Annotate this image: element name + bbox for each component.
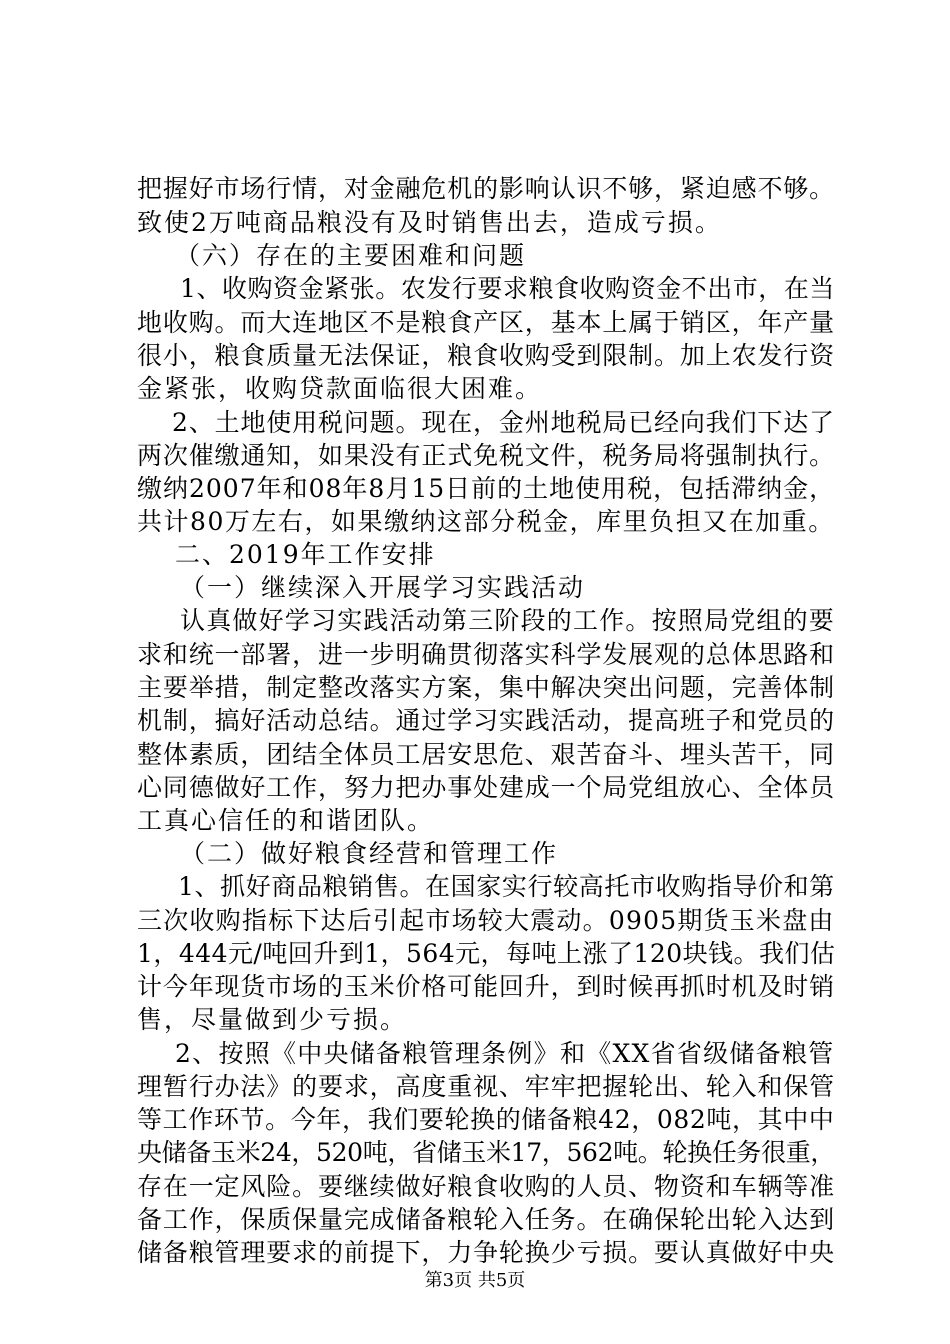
text-line: 存在一定风险。要继续做好粮食收购的人员、物资和车辆等准: [137, 1172, 836, 1201]
text-line: 地收购。而大连地区不是粮食产区，基本上属于销区，年产量: [137, 308, 836, 337]
text-line: 求和统一部署，进一步明确贯彻落实科学发展观的总体思路和: [137, 640, 836, 669]
text-line: 很小，粮食质量无法保证，粮食收购受到限制。加上农发行资: [137, 341, 836, 370]
text-line: 缴纳2007年和08年8月15日前的土地使用税，包括滞纳金，: [137, 474, 836, 503]
text-line: 机制，搞好活动总结。通过学习实践活动，提高班子和党员的: [137, 706, 836, 735]
text-line: 致使2万吨商品粮没有及时销售出去，造成亏损。: [137, 208, 722, 237]
text-line: 整体素质，团结全体员工居安思危、艰苦奋斗、埋头苦干，同: [137, 740, 836, 769]
text-line: 共计80万左右，如果缴纳这部分税金，库里负担又在加重。: [137, 507, 835, 536]
text-line: 储备粮管理要求的前提下，力争轮换少亏损。要认真做好中央: [137, 1238, 836, 1267]
text-line: 主要举措，制定整改落实方案，集中解决突出问题，完善体制: [137, 673, 836, 702]
text-line: 计今年现货市场的玉米价格可能回升，到时候再抓时机及时销: [137, 972, 836, 1001]
text-line: 三次收购指标下达后引起市场较大震动。0905期货玉米盘由: [137, 906, 835, 935]
text-line: 售，尽量做到少亏损。: [137, 1005, 408, 1034]
text-line: 两次催缴通知，如果没有正式免税文件，税务局将强制执行。: [137, 441, 836, 470]
page-footer: 第3页 共5页: [424, 1270, 526, 1291]
text-line: 认真做好学习实践活动第三阶段的工作。按照局党组的要: [180, 606, 836, 635]
text-line: （六）存在的主要困难和问题: [175, 241, 527, 270]
text-line: 备工作，保质保量完成储备粮轮入任务。在确保轮出轮入达到: [137, 1205, 836, 1234]
text-line: 2、按照《中央储备粮管理条例》和《XX省省级储备粮管: [175, 1039, 835, 1068]
text-line: 把握好市场行情，对金融危机的影响认识不够，紧迫感不够。: [137, 174, 836, 203]
text-line: 1、抓好商品粮销售。在国家实行较高托市收购指导价和第: [178, 872, 835, 901]
text-line: 央储备玉米24，520吨，省储玉米17，562吨。轮换任务很重，: [137, 1138, 836, 1167]
text-line: （一）继续深入开展学习实践活动: [180, 573, 586, 602]
text-line: 金紧张，收购贷款面临很大困难。: [137, 374, 543, 403]
text-line: 1、收购资金紧张。农发行要求粮食收购资金不出市，在当: [180, 274, 835, 303]
text-line: 2、土地使用税问题。现在，金州地税局已经向我们下达了: [172, 408, 835, 437]
text-line: 心同德做好工作，努力把办事处建成一个局党组放心、全体员: [137, 773, 836, 802]
text-line: 等工作环节。今年，我们要轮换的储备粮42，082吨，其中中: [137, 1105, 835, 1134]
text-line: 二、2019年工作安排: [175, 540, 436, 569]
text-line: 1，444元/吨回升到1，564元，每吨上涨了120块钱。我们估: [137, 939, 836, 968]
text-line: 工真心信任的和谐团队。: [137, 806, 435, 835]
text-line: （二）做好粮食经营和管理工作: [180, 839, 559, 868]
text-line: 理暂行办法》的要求，高度重视、牢牢把握轮出、轮入和保管: [137, 1072, 836, 1101]
